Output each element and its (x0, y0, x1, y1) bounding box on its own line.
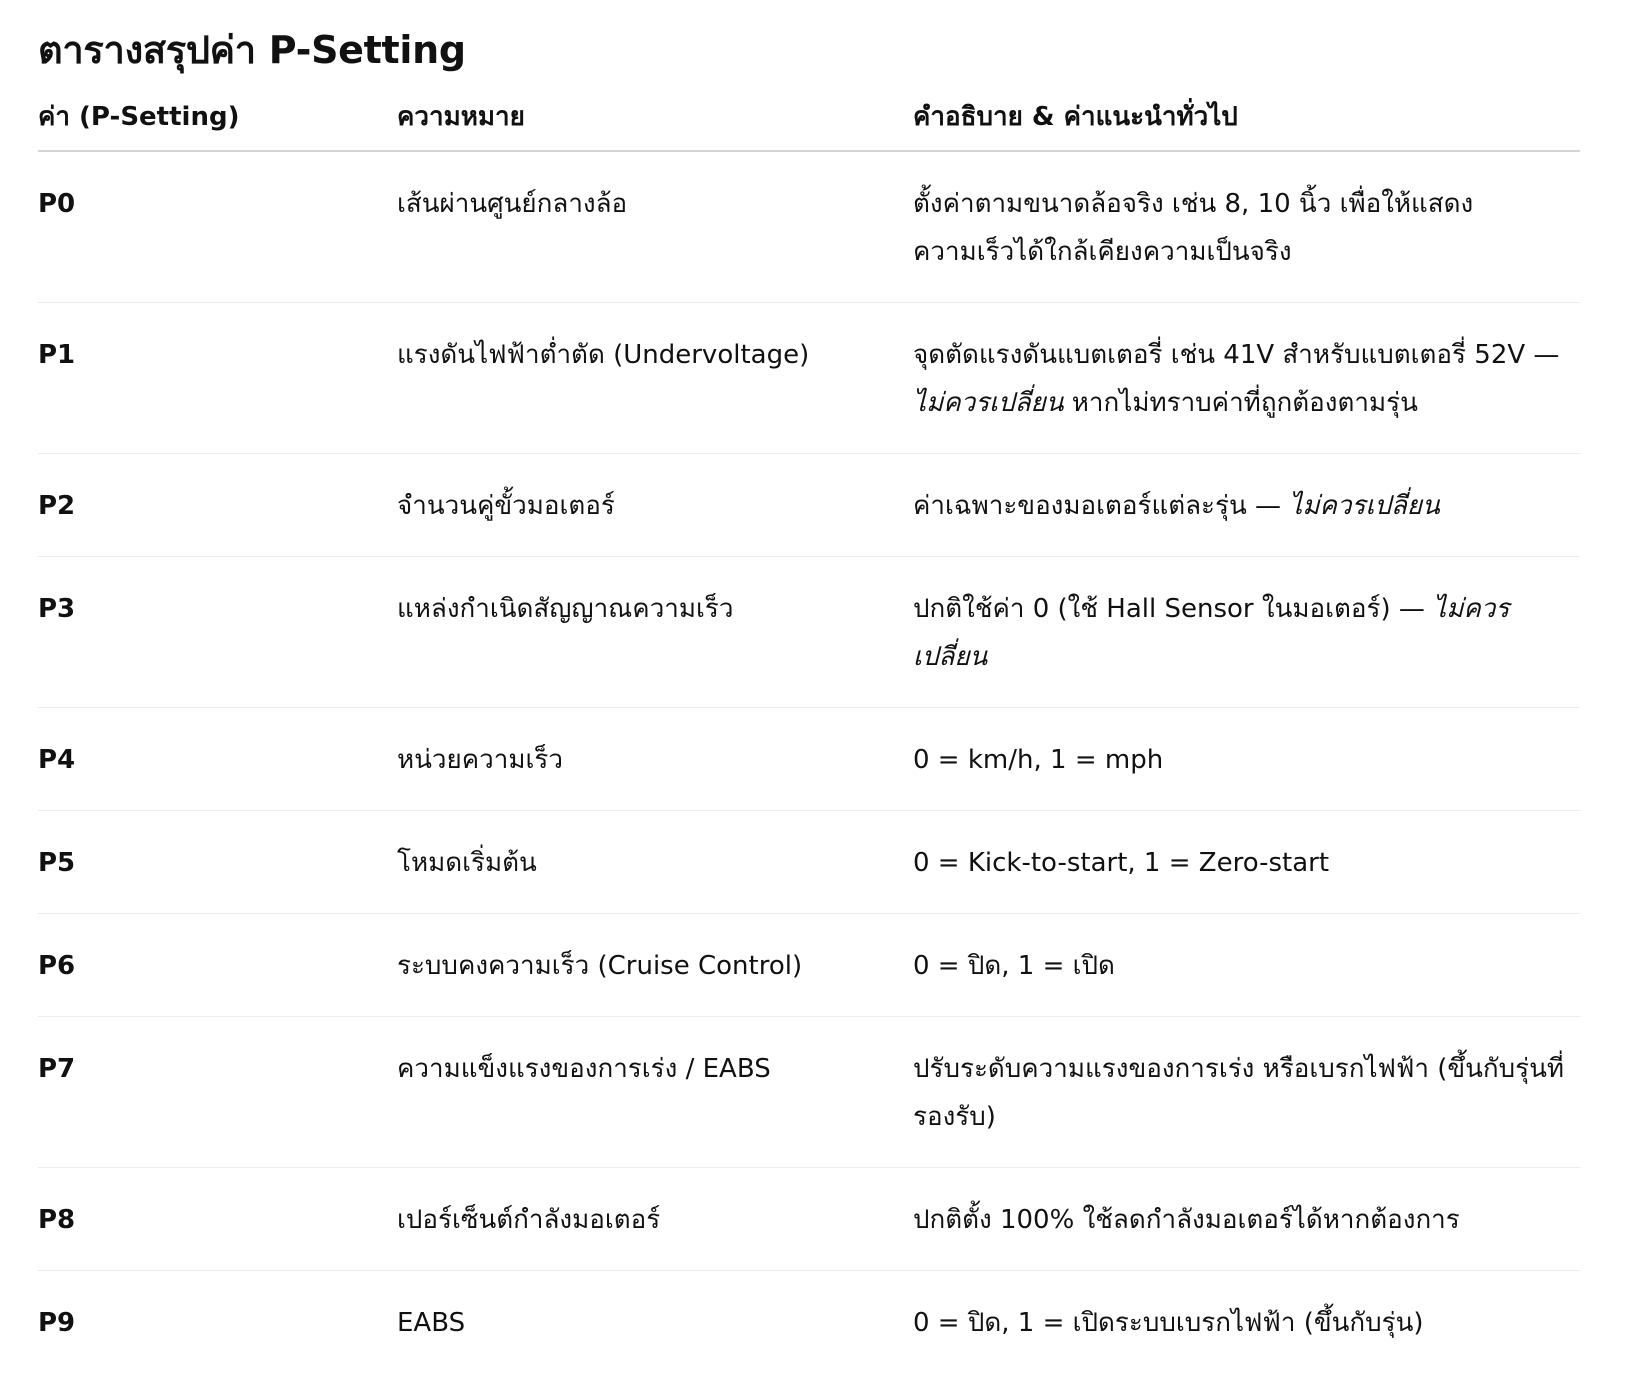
description-text: ปกติใช้ค่า 0 (ใช้ Hall Sensor ในมอเตอร์) — (913, 594, 1433, 624)
cell-code: P8 (38, 1168, 397, 1271)
table-header (38, 82, 1580, 151)
cell-code: P9 (38, 1271, 397, 1373)
table-row (38, 454, 1580, 557)
cell-meaning: ความแข็งแรงของการเร่ง / EABS (397, 1017, 913, 1168)
cell-meaning: แหล่งกำเนิดสัญญาณความเร็ว (397, 557, 913, 708)
cell-code: P1 (38, 303, 397, 454)
cell-code: P6 (38, 914, 397, 1017)
description-emphasis: ไม่ควรเปลี่ยน (1289, 491, 1440, 521)
table-body (38, 151, 1580, 1373)
cell-meaning: EABS (397, 1271, 913, 1373)
description-suffix: หากไม่ทราบค่าที่ถูกต้องตามรุ่น (1064, 388, 1418, 418)
description-text: ค่าเฉพาะของมอเตอร์แต่ละรุ่น — (913, 491, 1289, 521)
table-row (38, 1271, 1580, 1373)
cell-meaning: เปอร์เซ็นต์กำลังมอเตอร์ (397, 1168, 913, 1271)
page-title: ตารางสรุปค่า P-Setting (38, 18, 1600, 82)
cell-meaning: หน่วยความเร็ว (397, 708, 913, 811)
cell-description (913, 303, 1580, 454)
description-text: 0 = ปิด, 1 = เปิด (913, 951, 1115, 981)
cell-description (913, 811, 1580, 914)
p-setting-table (38, 82, 1580, 1373)
table-row (38, 708, 1580, 811)
cell-description (913, 1168, 1580, 1271)
cell-meaning: แรงดันไฟฟ้าต่ำตัด (Undervoltage) (397, 303, 913, 454)
description-emphasis: ไม่ควรเปลี่ยน (913, 388, 1064, 418)
cell-meaning: โหมดเริ่มต้น (397, 811, 913, 914)
table-row (38, 1017, 1580, 1168)
cell-description (913, 454, 1580, 557)
cell-description (913, 1017, 1580, 1168)
description-text: ปรับระดับความแรงของการเร่ง หรือเบรกไฟฟ้า (ขึ้นกับรุ่นที่รองรับ) (913, 1054, 1564, 1132)
table-row (38, 557, 1580, 708)
cell-meaning: เส้นผ่านศูนย์กลางล้อ (397, 151, 913, 303)
cell-code: P7 (38, 1017, 397, 1168)
column-header-description: คำอธิบาย & ค่าแนะนำทั่วไป (913, 82, 1580, 151)
table-row (38, 1168, 1580, 1271)
description-text: ปกติตั้ง 100% ใช้ลดกำลังมอเตอร์ได้หากต้องการ (913, 1205, 1460, 1235)
description-emphasis: ไม่ควรเปลี่ยน (913, 594, 1509, 672)
table-row (38, 303, 1580, 454)
description-text: 0 = Kick-to-start, 1 = Zero-start (913, 848, 1329, 878)
table-row (38, 914, 1580, 1017)
description-text: 0 = km/h, 1 = mph (913, 745, 1163, 775)
cell-description (913, 557, 1580, 708)
column-header-code: ค่า (P-Setting) (38, 82, 397, 151)
cell-description (913, 151, 1580, 303)
column-header-meaning: ความหมาย (397, 82, 913, 151)
description-text: จุดตัดแรงดันแบตเตอรี่ เช่น 41V สำหรับแบตเตอรี่ 52V — (913, 340, 1559, 370)
cell-code: P4 (38, 708, 397, 811)
cell-meaning: จำนวนคู่ขั้วมอเตอร์ (397, 454, 913, 557)
table-row (38, 151, 1580, 303)
cell-description (913, 708, 1580, 811)
cell-description (913, 1271, 1580, 1373)
cell-code: P2 (38, 454, 397, 557)
cell-code: P0 (38, 151, 397, 303)
cell-code: P5 (38, 811, 397, 914)
description-text: 0 = ปิด, 1 = เปิดระบบเบรกไฟฟ้า (ขึ้นกับรุ่น) (913, 1308, 1424, 1338)
description-text: ตั้งค่าตามขนาดล้อจริง เช่น 8, 10 นิ้ว เพื่อให้แสดงความเร็วได้ใกล้เคียงความเป็นจริง (913, 189, 1473, 267)
cell-description (913, 914, 1580, 1017)
table-row (38, 811, 1580, 914)
cell-code: P3 (38, 557, 397, 708)
table-header-row (38, 82, 1580, 151)
cell-meaning: ระบบคงความเร็ว (Cruise Control) (397, 914, 913, 1017)
